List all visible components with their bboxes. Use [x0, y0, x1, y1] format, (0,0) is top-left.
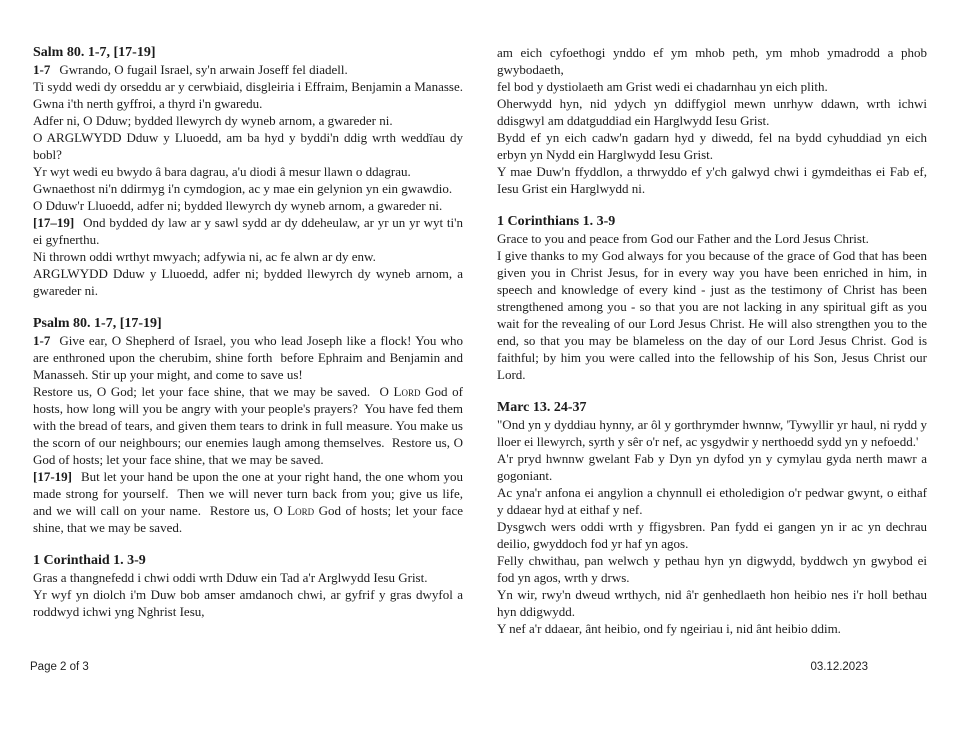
scripture-paragraph	[33, 248, 463, 265]
verse-ref: 1-7	[33, 62, 51, 77]
text-run: Ti sydd wedi dy orseddu ar y cerwbiaid, disgleiria i Effraim, Benjamin a Manasse. Gwna i'th nerth gyffroi, a thyrd i'n gwaredu.	[33, 79, 463, 111]
text-run: Dysgwch wers oddi wrth y ffigysbren. Pan fydd ei gangen yn ir ac yn dechrau deilio, gwyddoch fod yr haf yn agos.	[497, 519, 927, 551]
scripture-paragraph	[497, 95, 927, 129]
text-run: Gwnaethost ni'n ddirmyg i'n cymdogion, ac y mae ein gelynion yn ein gwawdio.	[33, 181, 453, 196]
scripture-paragraph	[33, 78, 463, 112]
scripture-paragraph	[33, 569, 463, 586]
text-run: Ni thrown oddi wrthyt mwyach; adfywia ni, ac fe alwn ar dy enw.	[33, 249, 376, 264]
verse-ref: 1-7	[33, 333, 51, 348]
scripture-paragraph	[33, 265, 463, 299]
section-heading: 1 Corinthians 1. 3-9	[497, 214, 616, 229]
section-heading: 1 Corinthaid 1. 3-9	[33, 553, 146, 568]
text-run: Yr wyt wedi eu bwydo â bara dagrau, a'u diodi â mesur llawn o ddagrau.	[33, 164, 411, 179]
page-number: Page 2 of 3	[30, 661, 89, 673]
text-run: am eich cyfoethogi ynddo ef ym mhob peth, ym mhob ymadrodd a phob gwybodaeth,	[497, 45, 927, 77]
scripture-section	[33, 44, 463, 299]
scripture-paragraph	[497, 230, 927, 247]
text-run: Bydd ef yn eich cadw'n gadarn hyd y diwedd, fel na bydd cyhuddiad yn eich erbyn yn Nydd ein Harglwydd Iesu Grist.	[497, 130, 927, 162]
text-run: God of hosts, how long will you be angry with your people's prayers? You have fed them with the bread of tears, and given them tears to drink in full measure. You make us the scorn of our neighbours; our enemies laugh among themselves. Restore us, O God of hosts; let your face shine, that we may be saved.	[33, 384, 464, 467]
scripture-paragraph	[497, 129, 927, 163]
text-run: Felly chwithau, pan welwch y pethau hyn yn digwydd, byddwch yn gwybod ei fod yn agos, wrth y drws.	[497, 553, 927, 585]
text-run: Yn wir, rwy'n dweud wrthych, nid â'r genhedlaeth hon heibio nes i'r holl bethau hyn ddigwydd.	[497, 587, 927, 619]
text-run: Ac yna'r anfona ei angylion a chynnull ei etholedigion o'r pedwar gwynt, o eithaf y ddaear hyd at eithaf y nef.	[497, 485, 927, 517]
scripture-paragraph	[33, 180, 463, 197]
scripture-paragraph	[497, 163, 927, 197]
text-run: ARGLWYDD Dduw y Lluoedd, adfer ni; bydded llewyrch dy wyneb arnom, a gwareder ni.	[33, 266, 463, 298]
scripture-paragraph	[497, 620, 927, 637]
scripture-paragraph	[33, 383, 463, 468]
scripture-paragraph	[497, 518, 927, 552]
scripture-section	[497, 44, 927, 197]
divine-name-smallcaps: Lord	[287, 503, 315, 518]
text-run: Give ear, O Shepherd of Israel, you who lead Joseph like a flock! You who are enthroned upon the cherubim, shine forth before Ephraim and Benjamin and Manasseh. Stir up your might, and come to save us!	[33, 333, 463, 382]
text-run: But let your hand be upon the one at your right hand, the one whom you made strong for yourself. Then we will never turn back from you; give us life, and we will call on your name. Restore us, O	[33, 469, 463, 518]
scripture-paragraph	[33, 112, 463, 129]
text-run: God of hosts; let your face shine, that we may be saved.	[33, 503, 463, 535]
scripture-paragraph	[33, 61, 463, 78]
scripture-paragraph	[33, 129, 463, 163]
scripture-paragraph	[33, 468, 463, 536]
scripture-section	[497, 213, 927, 383]
text-run: Oherwydd hyn, nid ydych yn ddiffygiol mewn unrhyw ddawn, wrth ichwi ddisgwyl am ddatguddiad ein Harglwydd Iesu Grist.	[497, 96, 927, 128]
divine-name-smallcaps: Lord	[393, 384, 421, 399]
text-run: "Ond yn y dyddiau hynny, ar ôl y gorthrymder hwnnw, 'Tywyllir yr haul, ni rydd y lloer ei llewyrch, syrth y sêr o'r nef, ac ysgydwir y nerthoedd sydd yn y nefoedd.'	[497, 417, 927, 449]
section-heading: Psalm 80. 1-7, [17-19]	[33, 316, 162, 331]
text-column-right	[497, 44, 927, 637]
scripture-paragraph	[33, 332, 463, 383]
scripture-paragraph	[497, 552, 927, 586]
text-run: I give thanks to my God always for you because of the grace of God that has been given you in Christ Jesus, for in every way you have been enriched in him, in speech and knowledge of every kind - just as the testimony of Christ has been strengthened among you - so that you are not lacking in any spiritual gift as you wait for the revealing of our Lord Jesus Christ. He will also strengthen you to the end, so that you may be blameless on the day of our Lord Jesus Christ. God is faithful; by him you were called into the fellowship of his Son, Jesus Christ our Lord.	[497, 248, 927, 382]
text-run: fel bod y dystiolaeth am Grist wedi ei chadarnhau yn eich plith.	[497, 79, 828, 94]
scripture-paragraph	[33, 586, 463, 620]
text-column-left	[33, 44, 463, 620]
scripture-paragraph	[497, 247, 927, 383]
section-heading: Marc 13. 24-37	[497, 400, 587, 415]
text-run: Y nef a'r ddaear, ânt heibio, ond fy ngeiriau i, nid ânt heibio ddim.	[497, 621, 841, 636]
scripture-paragraph	[497, 44, 927, 78]
scripture-paragraph	[33, 163, 463, 180]
scripture-paragraph	[497, 484, 927, 518]
text-run: A'r pryd hwnnw gwelant Fab y Dyn yn dyfod yn y cymylau gyda nerth mawr a gogoniant.	[497, 451, 927, 483]
scripture-paragraph	[497, 450, 927, 484]
text-run: O Dduw'r Lluoedd, adfer ni; bydded llewyrch dy wyneb arnom, a gwareder ni.	[33, 198, 443, 213]
scripture-paragraph	[497, 78, 927, 95]
text-run: Ond bydded dy law ar y sawl sydd ar dy ddeheulaw, ar yr un yr wyt ti'n ei gyfnerthu.	[33, 215, 463, 247]
verse-ref: [17-19]	[33, 469, 72, 484]
text-run: Yr wyf yn diolch i'm Duw bob amser amdanoch chwi, ar gyfrif y gras dwyfol a roddwyd ichwi yng Nghrist Iesu,	[33, 587, 463, 619]
date: 03.12.2023	[810, 661, 868, 673]
scripture-paragraph	[33, 197, 463, 214]
text-run: Adfer ni, O Dduw; bydded llewyrch dy wyneb arnom, a gwareder ni.	[33, 113, 393, 128]
scripture-paragraph	[497, 416, 927, 450]
text-run: Grace to you and peace from God our Father and the Lord Jesus Christ.	[497, 231, 869, 246]
page-footer	[30, 661, 868, 673]
text-run: Gwrando, O fugail Israel, sy'n arwain Joseff fel diadell.	[59, 62, 348, 77]
scripture-section	[497, 399, 927, 637]
text-run: O ARGLWYDD Dduw y Lluoedd, am ba hyd y byddi'n ddig wrth weddïau dy bobl?	[33, 130, 463, 162]
text-run: Gras a thangnefedd i chwi oddi wrth Dduw ein Tad a'r Arglwydd Iesu Grist.	[33, 570, 428, 585]
scripture-section	[33, 552, 463, 620]
section-heading: Salm 80. 1-7, [17-19]	[33, 45, 156, 60]
verse-ref: [17–19]	[33, 215, 75, 230]
text-run: Restore us, O God; let your face shine, that we may be saved. O	[33, 384, 394, 399]
scripture-paragraph	[33, 214, 463, 248]
scripture-paragraph	[497, 586, 927, 620]
scripture-section	[33, 315, 463, 536]
text-run: Y mae Duw'n ffyddlon, a thrwyddo ef y'ch galwyd chwi i gymdeithas ei Fab ef, Iesu Grist ein Harglwydd ni.	[497, 164, 927, 196]
